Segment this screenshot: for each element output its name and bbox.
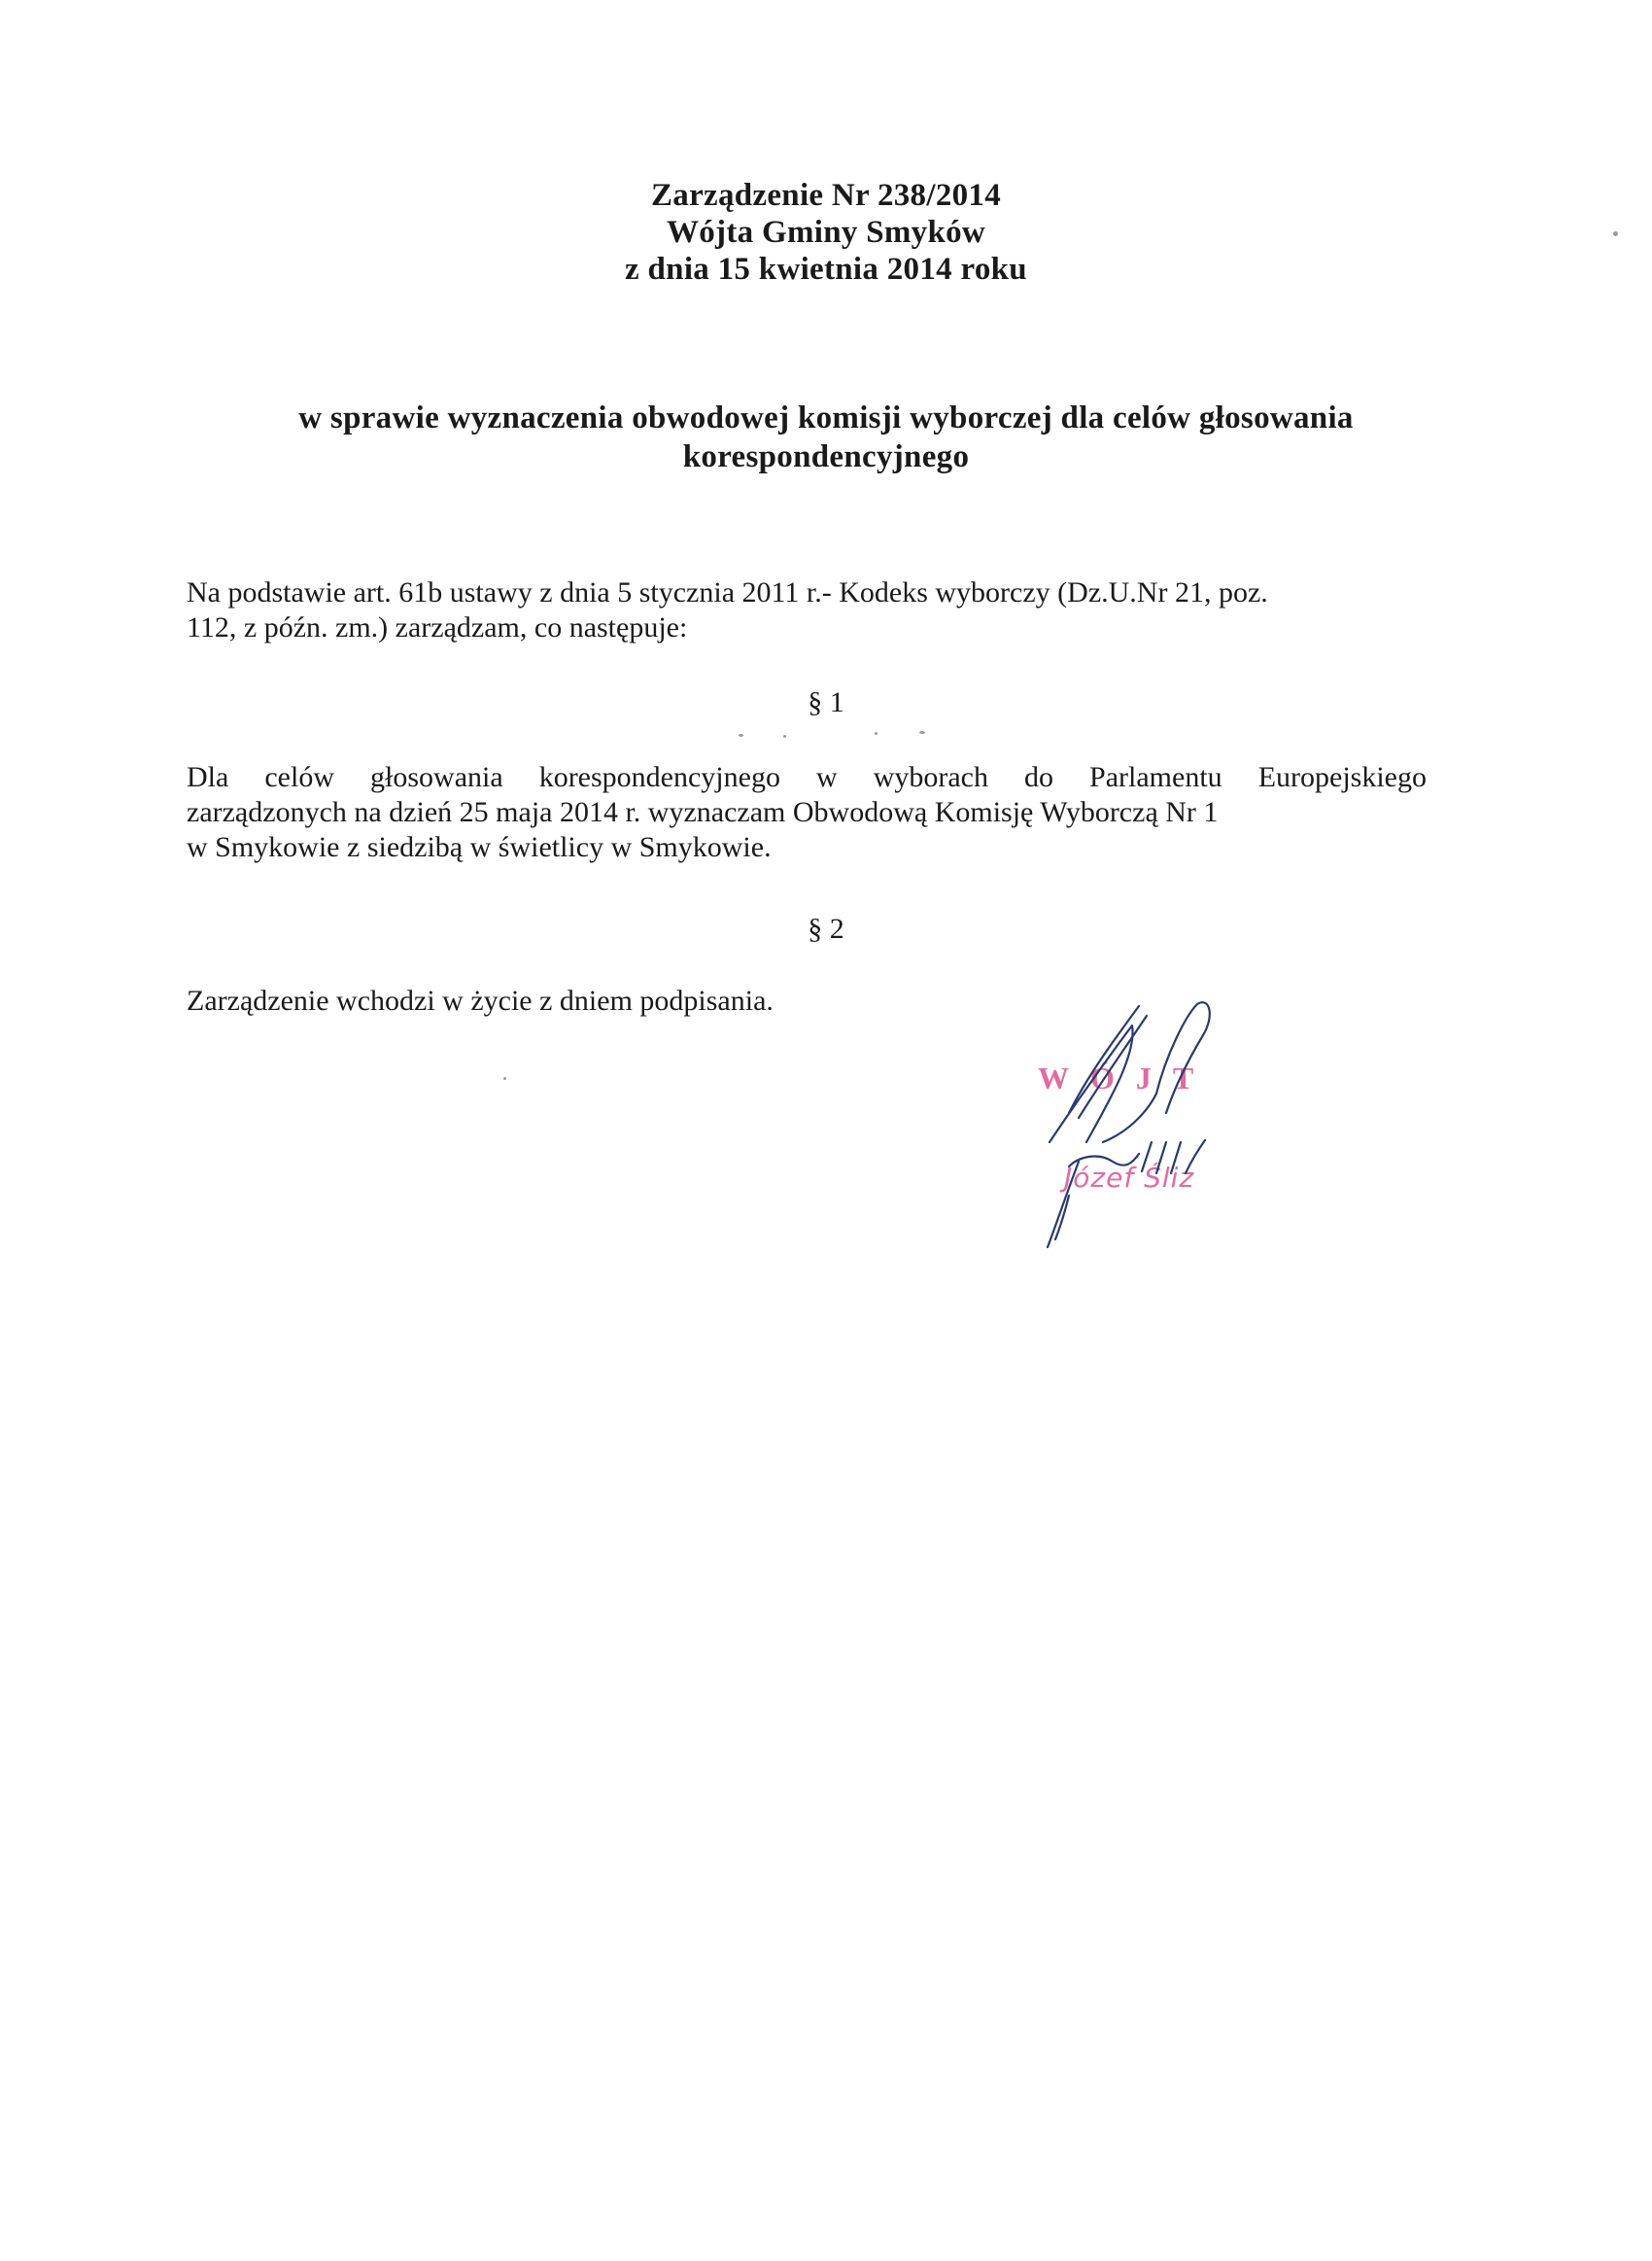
section-1-line-2: zarządzonych na dzień 25 maja 2014 r. wyznaczam Obwodową Komisję Wyborczą Nr 1 <box>187 796 1219 828</box>
document-title <box>0 177 1652 288</box>
scan-speck <box>783 735 786 738</box>
document-subject <box>0 399 1652 476</box>
title-line-issuer: Wójta Gminy Smyków <box>666 215 986 250</box>
preamble-line-1: Na podstawie art. 61b ustawy z dnia 5 stycznia 2011 r.- Kodeks wyborczy (Dz.U.Nr 21, poz. <box>187 576 1268 609</box>
signature-stamp <box>1011 996 1283 1249</box>
subject-line-2: korespondencyjnego <box>682 439 970 474</box>
scan-speck <box>739 734 743 737</box>
scan-speck <box>1613 231 1618 236</box>
preamble-line-2: 112, z późn. zm.) zarządzam, co następuje: <box>187 611 688 644</box>
section-1-mark: § 1 <box>808 686 844 718</box>
scan-speck <box>503 1077 506 1080</box>
subject-line-1: w sprawie wyznaczenia obwodowej komisji wyborczej dla celów głosowania <box>298 400 1354 435</box>
title-line-ordinance-number: Zarządzenie Nr 238/2014 <box>650 178 1002 213</box>
stamp-title: WÓJT <box>1038 1061 1216 1096</box>
section-1-line-1: Dla celów głosowania korespondencyjnego w wyborach do Parlamentu Europejskiego <box>187 761 1427 793</box>
title-line-date: z dnia 15 kwietnia 2014 roku <box>625 252 1027 287</box>
section-1-line-3: w Smykowie z siedzibą w świetlicy w Smykowie. <box>187 831 772 863</box>
section-1-paragraph <box>187 760 1427 865</box>
preamble-paragraph <box>187 575 1427 645</box>
scan-speck <box>875 732 878 735</box>
scan-speck <box>919 731 925 734</box>
section-2-line-1: Zarządzenie wchodzi w życie z dniem podpisania. <box>187 985 774 1017</box>
stamp-name: Józef Śliz <box>1064 1162 1195 1194</box>
handwritten-signature <box>1011 996 1283 1249</box>
section-2-mark: § 2 <box>808 913 844 945</box>
